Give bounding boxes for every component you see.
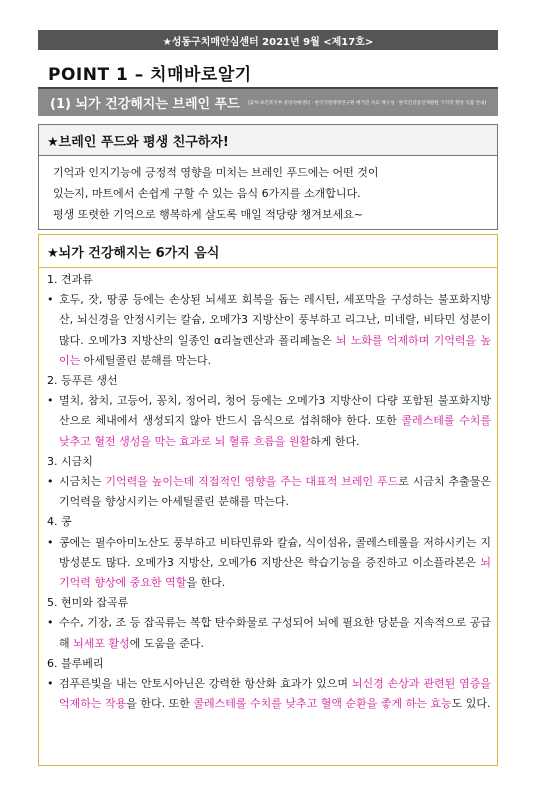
foods-list <box>39 268 497 714</box>
food-title: 3. 시금치 <box>47 454 93 468</box>
section-title: (1) 뇌가 건강해지는 브레인 푸드 <box>50 97 240 112</box>
bullet: • <box>47 394 54 408</box>
bullet: • <box>47 535 54 549</box>
desc-text: 로 시금치 추출물은 기억력을 향상시키는 아세틸콜린 분해를 막는다. <box>59 475 491 509</box>
food-title: 5. 현미와 잡곡류 <box>47 596 129 610</box>
point-title: POINT 1 – 치매바로알기 <box>48 65 252 85</box>
desc-text: 호두, 잣, 땅콩 등에는 손상된 뇌세포 회복을 돕는 레시틴, 세포막을 구성하는 불포화지방산, 뇌신경을 안정시키는 칼슘, 오메가3 지방산이 풍부하고 리그난, 미네랄, 비타민 성분이 많다. 오메가3 지방산의 일종인 α리놀렌산과 폴리페놀은 <box>59 293 491 347</box>
bullet: • <box>47 677 54 691</box>
newsletter-banner: ★성동구치매안심센터 2021년 9월 <제17호> <box>38 30 498 50</box>
bullet: • <box>47 616 54 630</box>
highlight-text: 뇌세포 활성 <box>73 636 130 650</box>
highlight-text: 기억력을 높이는데 직접적인 영향을 주는 대표적 브레인 푸드 <box>105 475 399 489</box>
bullet: • <box>47 293 54 307</box>
desc-text: 도 있다. <box>451 697 491 711</box>
food-desc <box>47 533 491 594</box>
desc-text: 을 한다. <box>186 576 226 590</box>
desc-text: 시금치는 <box>59 475 106 489</box>
food-desc <box>47 472 491 512</box>
food-title: 2. 등푸른 생선 <box>47 374 118 388</box>
food-item <box>47 270 491 371</box>
desc-text: 아세틸콜린 분해를 막는다. <box>80 353 212 367</box>
intro-body <box>39 156 497 225</box>
food-title: 1. 견과류 <box>47 273 93 286</box>
food-desc <box>47 674 491 714</box>
food-desc <box>47 391 491 452</box>
desc-text: 수수, 기장, 조 등 잡곡류는 복합 탄수화물로 구성되어 뇌에 필요한 당분을 지속적으로 공급해 <box>59 616 491 650</box>
foods-heading: ★뇌가 건강해지는 6가지 음식 <box>39 235 497 268</box>
food-item <box>47 593 491 654</box>
highlight-text: 콜레스테롤 수치를 낮추고 혈액 순환을 좋게 하는 효능 <box>193 697 452 711</box>
section-header <box>38 89 498 116</box>
food-item <box>47 371 491 452</box>
intro-heading: ★브레인 푸드와 평생 친구하자! <box>39 125 497 156</box>
desc-text: 멸치, 참치, 고등어, 꽁치, 정어리, 청어 등에는 오메가3 지방산이 다량 포함된 불포화지방산으로 체내에서 생성되지 않아 반드시 음식으로 섭취해야 한다. 또한 <box>59 394 491 428</box>
point-title-bar <box>38 58 498 89</box>
desc-text: 하게 한다. <box>310 434 360 448</box>
highlight-text: 뇌 노화를 억제하며 기억력을 높이는 <box>59 333 491 367</box>
intro-line: 기억과 인지기능에 긍정적 영향을 미치는 브레인 푸드에는 어떤 것이 <box>53 166 379 179</box>
foods-box <box>38 234 498 766</box>
food-title: 4. 콩 <box>47 515 72 529</box>
highlight-text: 콜레스테롤 수치를 낮추고 혈전 생성을 막는 효과로 뇌 혈류 흐름을 원활 <box>59 414 491 448</box>
food-desc <box>47 290 491 371</box>
bullet: • <box>47 475 54 489</box>
intro-line: 평생 또렷한 기억으로 행복하게 살도록 매일 적당량 챙겨보세요~ <box>53 208 363 221</box>
desc-text: 콩에는 필수아미노산도 풍부하고 비타민류와 칼슘, 식이섬유, 콜레스테롤을 저하시키는 지방성분도 많다. 오메가3 지방산, 오메가6 지방산은 학습기능을 증진하고 이소플라본은 <box>59 535 491 569</box>
food-desc <box>47 613 491 653</box>
desc-text: 에 도움을 준다. <box>129 636 205 650</box>
intro-box <box>38 124 498 230</box>
desc-text: 검푸른빛을 내는 안토시아닌은 강력한 항산화 효과가 있으며 <box>59 677 352 691</box>
food-item <box>47 654 491 715</box>
highlight-text: 뇌 기억력 향상에 중요한 역할 <box>59 555 491 590</box>
desc-text: 을 한다. 또한 <box>126 697 194 711</box>
food-item <box>47 512 491 593</box>
highlight-text: 뇌신경 손상과 관련된 염증을 억제하는 작용 <box>59 677 491 711</box>
section-source: [출처:보건복지부 중앙치매센터 · 한국지방행정연구원 매거진 자료 재구성 · 한국건강증진개발원 기억력 향상 식품 안내] <box>247 100 487 106</box>
food-title: 6. 블루베리 <box>47 656 104 670</box>
intro-line: 있는지, 마트에서 손쉽게 구할 수 있는 음식 6가지를 소개합니다. <box>53 187 361 200</box>
food-item <box>47 452 491 513</box>
